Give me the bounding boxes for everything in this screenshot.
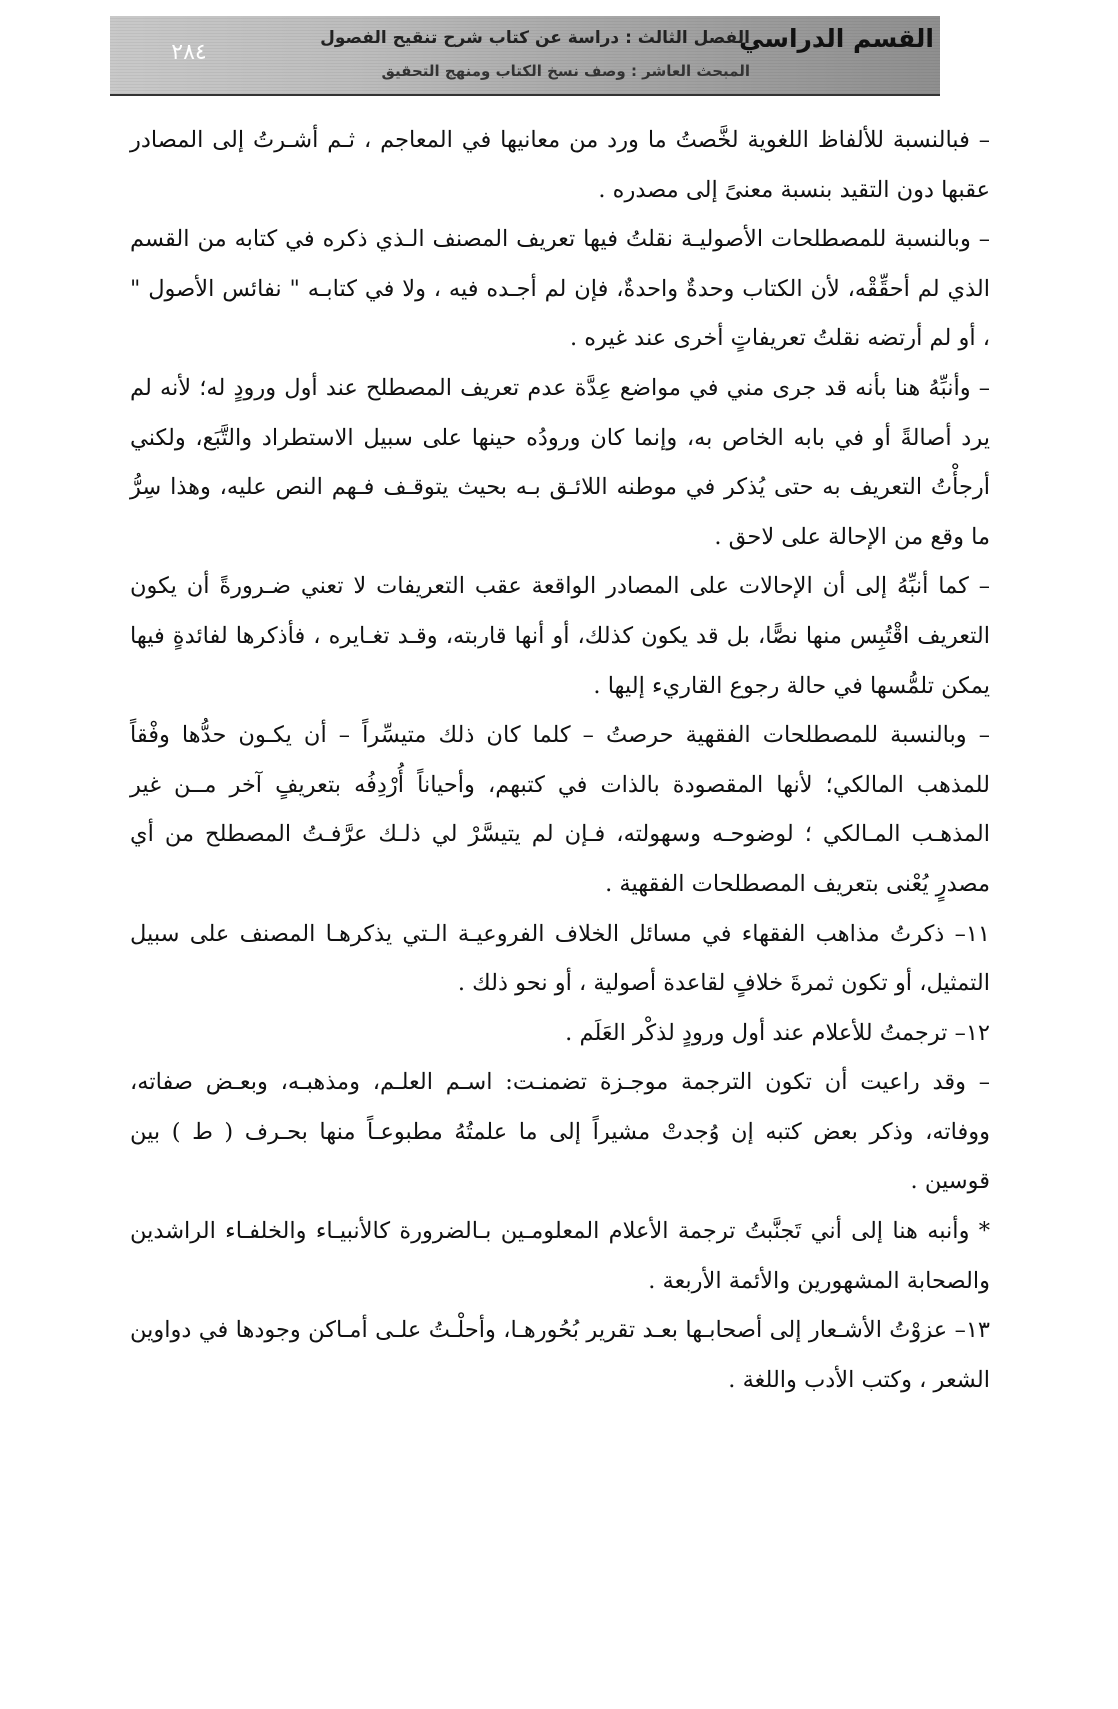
section-title: القسم الدراسي [739,24,934,53]
paragraph-lexical-terms: – فبالنسبة للألفاظ اللغوية لخَّصتُ ما ورد من معانيها في المعاجم ، ثـم أشـرتُ إلى المصادر عقبها دون التقيد بنسبة معنىً إلى مصدره . [130,127,990,203]
paragraph-biography-format: – وقد راعيت أن تكون الترجمة موجـزة تضمنـت: اسـم العلـم، ومذهبـه، وبعـض صفاته، ووفاته، وذكر بعض كتبه إن وُجدتْ مشيراً إلى ما علمتُهُ مطبوعـاً منها بحـرف ( ط ) بين قوسين . [130,1069,990,1195]
paragraph-biography-exclusions: * وأنبه هنا إلى أني تَجنَّبتُ ترجمة الأعلام المعلومـين بـالضرورة كالأنبيـاء والخلفـاء الراشدين والصحابة المشهورين والأئمة الأربعة . [130,1218,990,1294]
paragraph-fiqh-terms: – وبالنسبة للمصطلحات الفقهية حرصتُ – كلما كان ذلك متيسِّراً – أن يكـون حدُّها وفْقاً للمذهب المالكي؛ لأنها المقصودة بالذات في كتبهم، وأحياناً أُرْدِفُه بتعريفٍ آخر مــن غير المذهـب المـالكي ؛ لوضوحـه وسهولته، فـإن لم يتيسَّرْ لي ذلـك عرَّفـتُ المصطلح من أي مصدرٍ يُعْنى بتعريف المصطلحات الفقهية . [130,722,990,897]
paragraph-usul-terms: – وبالنسبة للمصطلحات الأصوليـة نقلتُ فيها تعريف المصنف الـذي ذكره في كتابه من القسم الذي لم أحقِّقْه، لأن الكتاب وحدةٌ واحدةٌ، فإن لم أجـده فيه ، ولا في كتابـه " نفائس الأصول " ، أو لم أرتضه نقلتُ تعريفاتٍ أخرى عند غيره . [130,226,990,352]
subsection-title: المبحث العاشر : وصف نسخ الكتاب ومنهج التحقيق [381,62,750,80]
paragraph-item-11: ١١– ذكرتُ مذاهب الفقهاء في مسائل الخلاف الفروعيـة الـتي يذكرهـا المصنف على سبيل التمثيل، أو تكون ثمرةَ خلافٍ لقاعدة أصولية ، أو نحو ذلك . [130,920,990,997]
paragraph-item-12: ١٢– ترجمتُ للأعلام عند أول ورودٍ لذكْر العَلَم . [565,1019,990,1046]
paragraph-reference-note: – كما أنبِّهُ إلى أن الإحالات على المصادر الواقعة عقب التعريفات لا تعني ضـرورةً أن يكون التعريف اقْتُبِس منها نصًّا، بل قد يكون كذلك، أو أنها قاربته، وقـد تغـايره ، فأذكرها لفائدةٍ فيها يمكن تلمُّسها في حالة رجوع القاريء إليها . [130,573,990,699]
chapter-title: الفصل الثالث : دراسة عن كتاب شرح تنقيح الفصول [320,28,750,48]
page-number: ٢٨٤ [171,40,207,65]
paragraph-item-13: ١٣– عزوْتُ الأشـعار إلى أصحابـها بعـد تقرير بُحُورهـا، وأحلْـتُ علـى أمـاكن وجودها في دواوين الشعر ، وكتب الأدب واللغة . [130,1317,990,1393]
body-text [130,116,990,1405]
running-header [110,16,940,96]
paragraph-deferred-definitions: – وأنبِّهُ هنا بأنه قد جرى مني في مواضع عِدَّة عدم تعريف المصطلح عند أول ورودٍ له؛ لأنه لم يرد أصالةً أو في بابه الخاص به، وإنما كان ورودُه حينها على سبيل الاستطراد والتَّبَع، ولكني أرجأْتُ التعريف به حتى يُذكر في موطنه اللائـق بـه بحيث يتوقـف فـهم النص عليه، وهذا سِرُّ ما وقع من الإحالة على لاحق . [130,374,990,550]
